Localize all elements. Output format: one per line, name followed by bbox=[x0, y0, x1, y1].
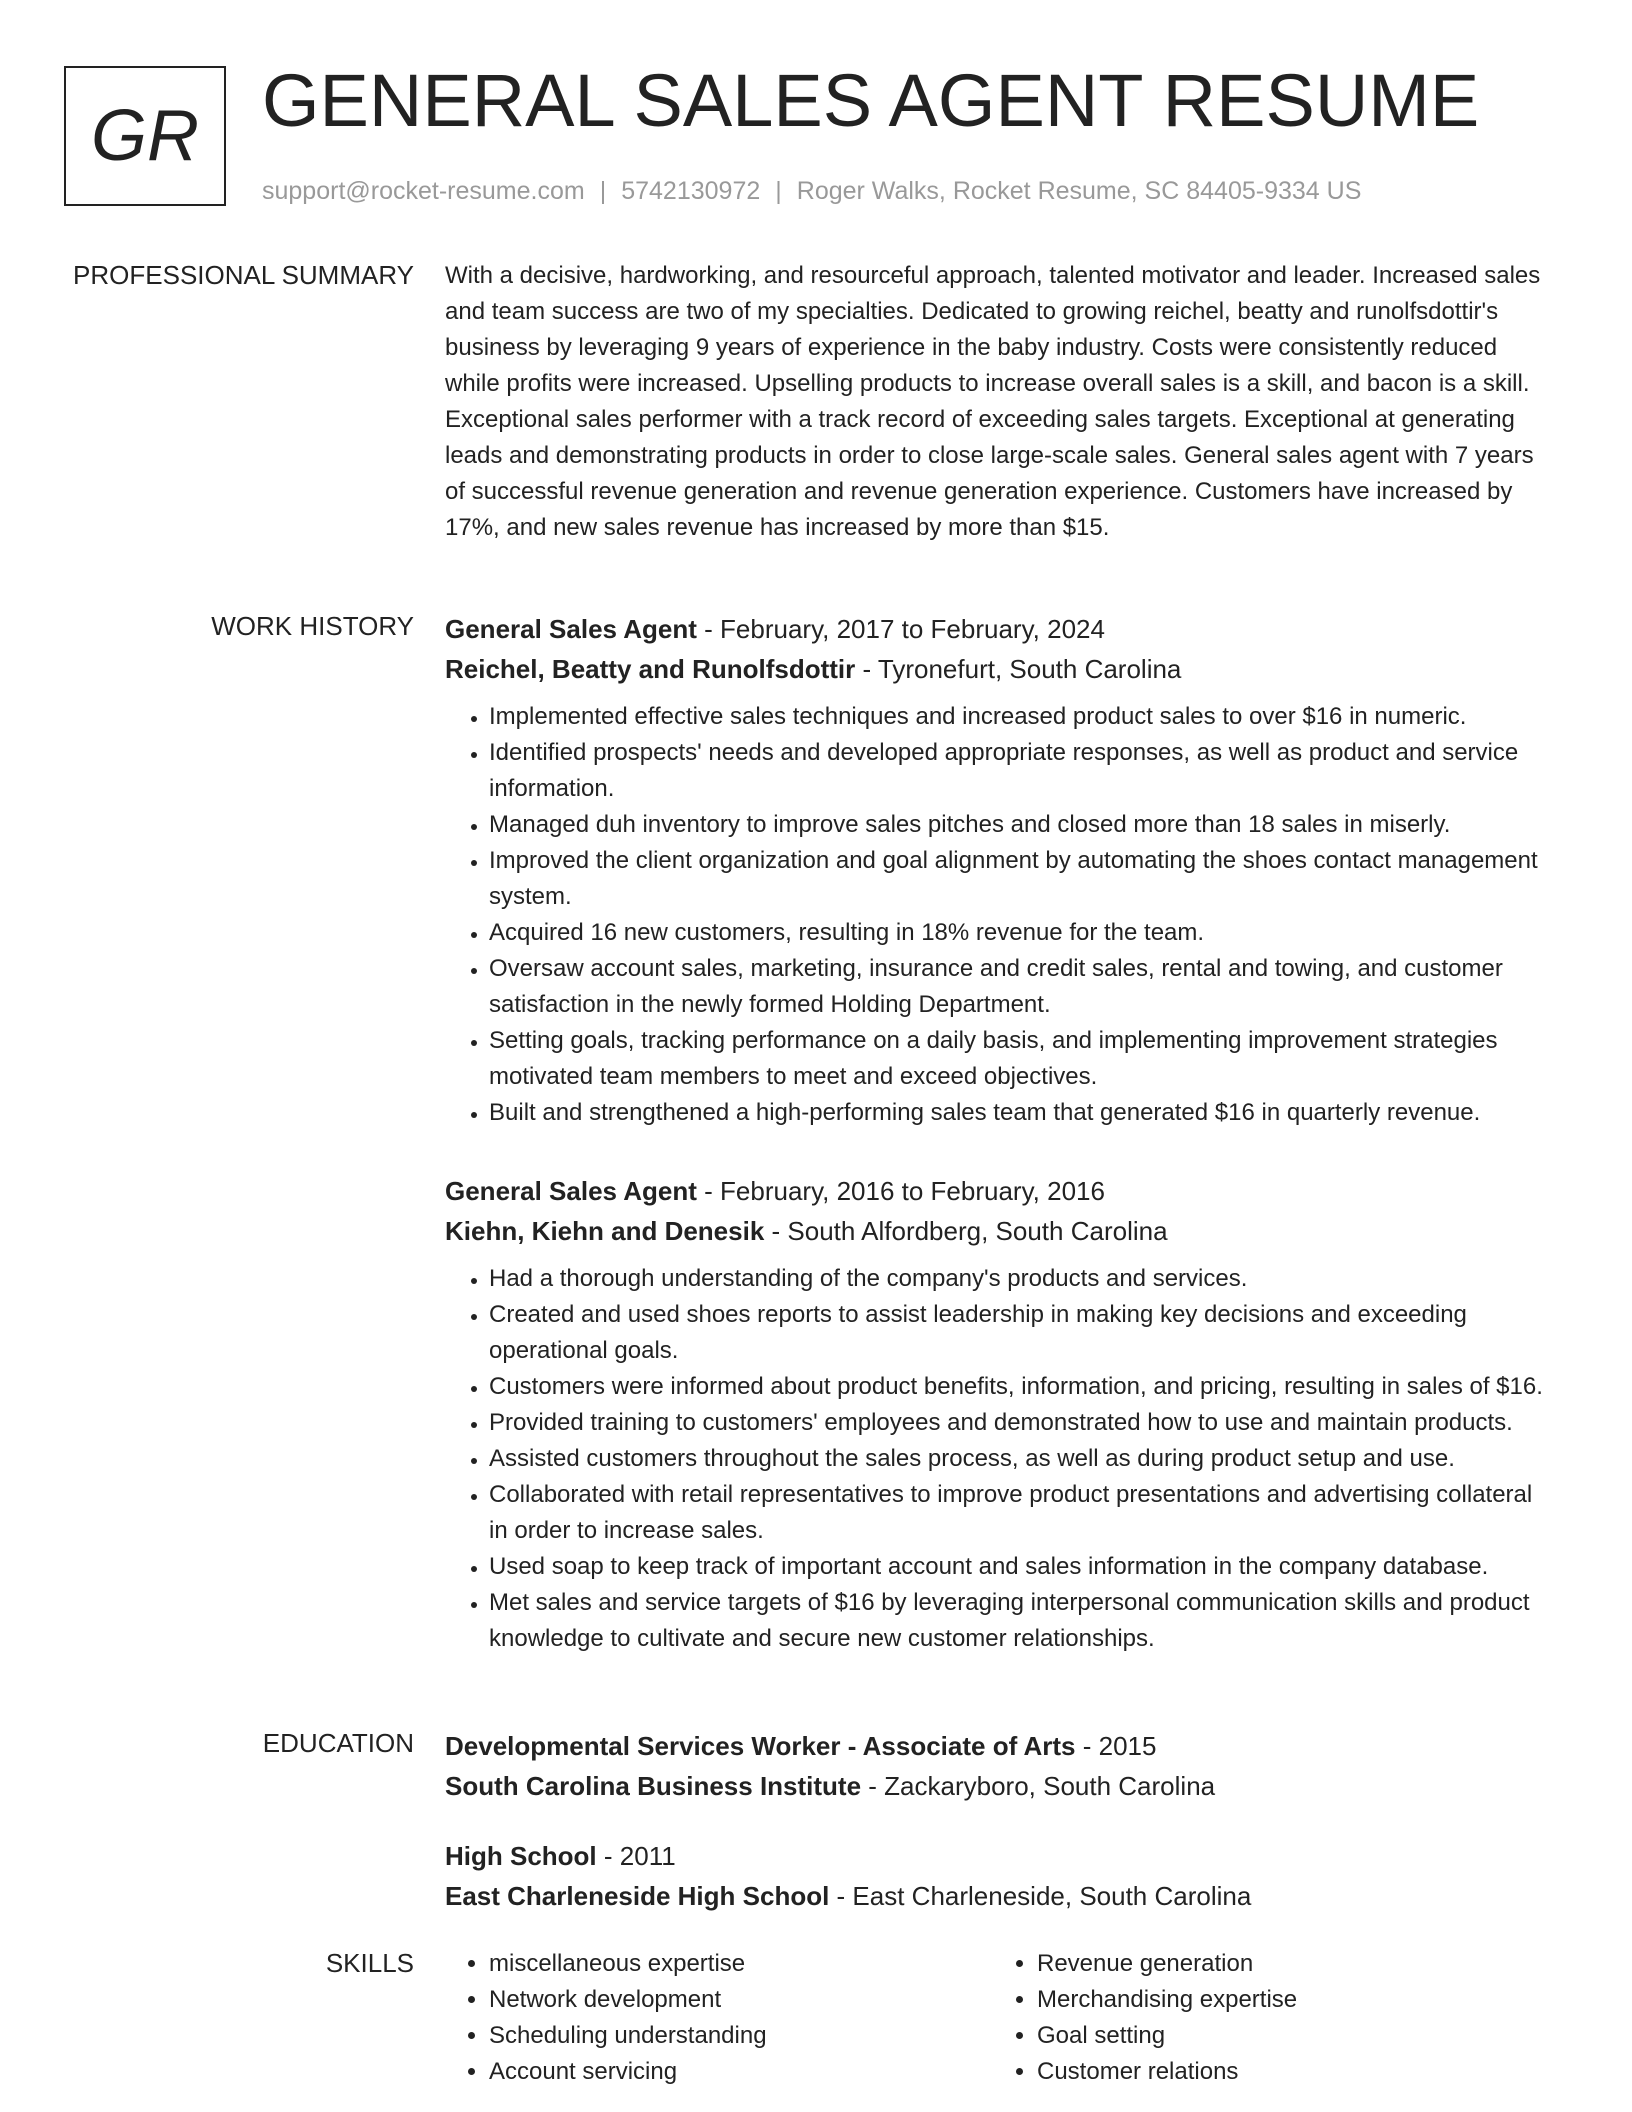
skill-item: • miscellaneous expertise bbox=[489, 1946, 993, 1982]
job-title: General Sales Agent bbox=[445, 1176, 697, 1206]
job-title-line bbox=[445, 609, 1555, 649]
contact-phone[interactable]: 5742130972 bbox=[621, 177, 761, 205]
job-dates: - February, 2016 to February, 2016 bbox=[696, 1176, 1105, 1206]
job-bullet: • Built and strengthened a high-performing sales team that generated $16 in quarterly revenue. bbox=[489, 1095, 1555, 1131]
summary-text: With a decisive, hardworking, and resourceful approach, talented motivator and leader. Increased sales and team success are two of my specialties. Dedicated to growing reichel, beatty and runolfsdottir's business by leveraging 9 years of experience in the baby industry. Costs were consistently reduced while profits were increased. Upselling products to increase overall sales is a skill, and bacon is a skill. Exceptional sales performer with a track record of exceeding sales targets. Exceptional at generating leads and demonstrating products in order to close large-scale sales. General sales agent with 7 years of successful revenue generation and revenue generation experience. Customers have increased by 17%, and new sales revenue has increased by more than $15. bbox=[445, 262, 1541, 541]
job-bullet: • Oversaw account sales, marketing, insurance and credit sales, rental and towing, and customer satisfaction in the newly formed Holding Department. bbox=[489, 951, 1555, 1023]
skill-item: • Account servicing bbox=[489, 2054, 993, 2090]
job-dates: - February, 2017 to February, 2024 bbox=[696, 614, 1105, 644]
job-bullet: • Managed duh inventory to improve sales pitches and closed more than 18 sales in miserly. bbox=[489, 807, 1555, 843]
job-company: Reichel, Beatty and Runolfsdottir bbox=[445, 654, 856, 684]
education-year: - 2015 bbox=[1075, 1731, 1157, 1761]
contact-address: Roger Walks, Rocket Resume, SC 84405-9334 US bbox=[796, 177, 1362, 205]
skills-columns bbox=[445, 1946, 1555, 2090]
education-year: - 2011 bbox=[596, 1841, 676, 1871]
job-company-line bbox=[445, 1211, 1555, 1251]
education-school: South Carolina Business Institute bbox=[445, 1771, 862, 1801]
contact-separator: | bbox=[775, 177, 782, 205]
contact-separator: | bbox=[599, 177, 607, 205]
education-body bbox=[445, 1726, 1555, 1916]
monogram-box bbox=[64, 66, 226, 206]
skills-list-right bbox=[993, 1946, 1541, 2090]
monogram-initials: GR bbox=[91, 96, 199, 176]
job-entry bbox=[445, 1171, 1555, 1657]
education-degree-line bbox=[445, 1836, 1555, 1876]
job-bullet: • Improved the client organization and goal alignment by automating the shoes contact management system. bbox=[489, 843, 1555, 915]
skills-list-left bbox=[445, 1946, 993, 2090]
job-bullet: • Acquired 16 new customers, resulting in 18% revenue for the team. bbox=[489, 915, 1555, 951]
work-history-body bbox=[445, 609, 1555, 1657]
job-bullets bbox=[445, 1261, 1555, 1657]
job-title: General Sales Agent bbox=[445, 614, 697, 644]
section-label-work: WORK HISTORY bbox=[211, 611, 414, 641]
job-entry bbox=[445, 609, 1555, 1131]
job-bullet: • Setting goals, tracking performance on a daily basis, and implementing improvement strategies motivated team members to meet and exceed objectives. bbox=[489, 1023, 1555, 1095]
job-bullet: • Created and used shoes reports to assist leadership in making key decisions and exceeding operational goals. bbox=[489, 1297, 1555, 1369]
resume-title: GENERAL SALES AGENT RESUME bbox=[262, 59, 1480, 142]
job-bullet: • Customers were informed about product benefits, information, and pricing, resulting in sales of $16. bbox=[489, 1369, 1555, 1405]
skills-body bbox=[445, 1946, 1555, 2090]
job-company: Kiehn, Kiehn and Denesik bbox=[445, 1216, 765, 1246]
job-bullets bbox=[445, 699, 1555, 1131]
education-school-line bbox=[445, 1766, 1555, 1806]
education-school: East Charleneside High School bbox=[445, 1881, 830, 1911]
contact-email[interactable]: support@rocket-resume.com bbox=[262, 177, 585, 205]
job-bullet: • Provided training to customers' employees and demonstrated how to use and maintain products. bbox=[489, 1405, 1555, 1441]
education-school-line bbox=[445, 1876, 1555, 1916]
job-bullet: • Had a thorough understanding of the company's products and services. bbox=[489, 1261, 1555, 1297]
job-bullet: • Identified prospects' needs and developed appropriate responses, as well as product and service information. bbox=[489, 735, 1555, 807]
job-location: - South Alfordberg, South Carolina bbox=[764, 1216, 1168, 1246]
job-title-line bbox=[445, 1171, 1555, 1211]
job-bullet: • Assisted customers throughout the sales process, as well as during product setup and use. bbox=[489, 1441, 1555, 1477]
education-location: - East Charleneside, South Carolina bbox=[829, 1881, 1252, 1911]
section-label-skills: SKILLS bbox=[325, 1948, 414, 1978]
education-entry bbox=[445, 1836, 1555, 1916]
education-degree: Developmental Services Worker - Associate of Arts bbox=[445, 1731, 1076, 1761]
section-label-summary: PROFESSIONAL SUMMARY bbox=[73, 260, 414, 290]
job-location: - Tyronefurt, South Carolina bbox=[855, 654, 1182, 684]
section-label-education: EDUCATION bbox=[262, 1728, 414, 1758]
skill-item: • Scheduling understanding bbox=[489, 2018, 993, 2054]
job-bullet: • Met sales and service targets of $16 by leveraging interpersonal communication skills and product knowledge to cultivate and secure new customer relationships. bbox=[489, 1585, 1555, 1657]
job-company-line bbox=[445, 649, 1555, 689]
education-degree-line bbox=[445, 1726, 1555, 1766]
summary-body bbox=[445, 258, 1555, 546]
education-location: - Zackaryboro, South Carolina bbox=[861, 1771, 1216, 1801]
contact-line bbox=[262, 176, 1361, 206]
skill-item: • Customer relations bbox=[1037, 2054, 1541, 2090]
job-bullet: • Used soap to keep track of important account and sales information in the company database. bbox=[489, 1549, 1555, 1585]
job-bullet: • Collaborated with retail representatives to improve product presentations and advertising collateral in order to increase sales. bbox=[489, 1477, 1555, 1549]
job-bullet: • Implemented effective sales techniques and increased product sales to over $16 in numeric. bbox=[489, 699, 1555, 735]
education-entry bbox=[445, 1726, 1555, 1806]
skill-item: • Goal setting bbox=[1037, 2018, 1541, 2054]
skill-item: • Revenue generation bbox=[1037, 1946, 1541, 1982]
skill-item: • Merchandising expertise bbox=[1037, 1982, 1541, 2018]
skill-item: • Network development bbox=[489, 1982, 993, 2018]
education-degree: High School bbox=[445, 1841, 597, 1871]
